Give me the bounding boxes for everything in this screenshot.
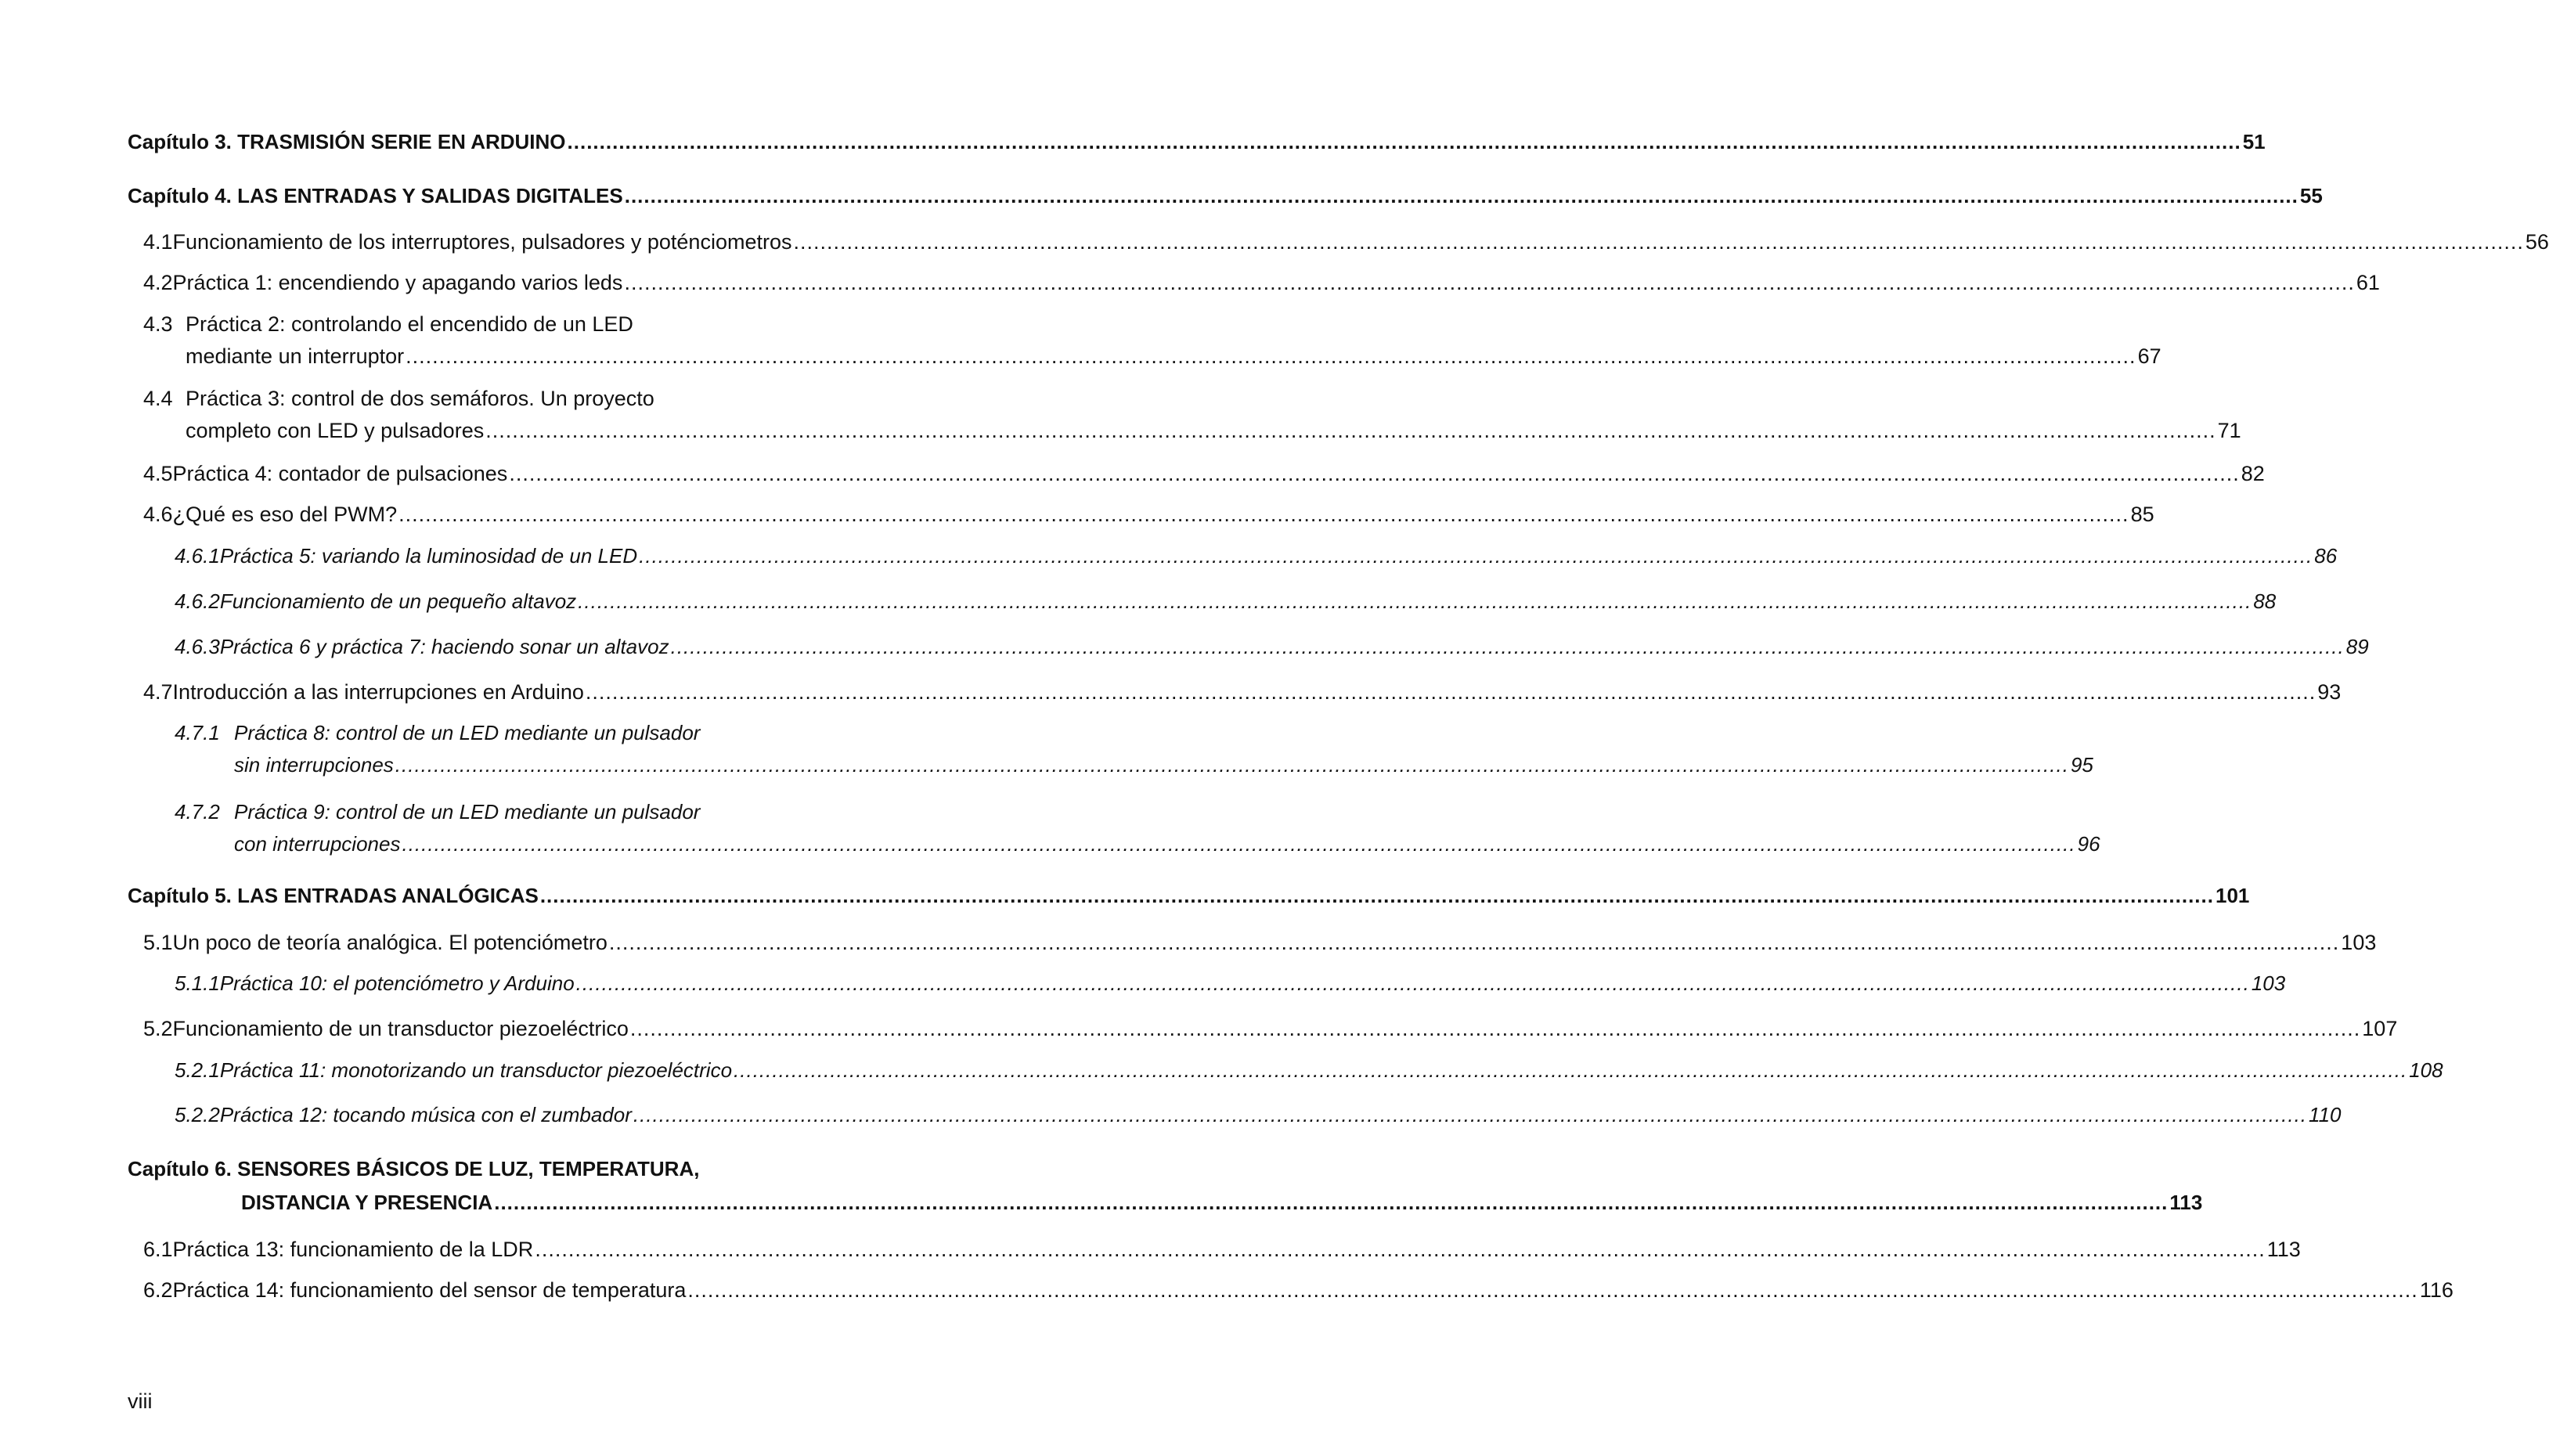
toc-section-4-4 [128, 387, 2241, 443]
subsection-number: 4.7.1 [175, 721, 220, 744]
chapter-title: Capítulo 3. TRASMISIÓN SERIE EN ARDUINO [128, 130, 566, 153]
page-number: 110 [2309, 1103, 2342, 1126]
section-title-line1: Práctica 3: control de dos semáforos. Un proyecto [186, 387, 654, 410]
toc-subsection-4-7-1 [128, 721, 2093, 777]
dot-leader [578, 589, 2252, 614]
dot-leader [624, 271, 2354, 295]
page-number: 88 [2253, 589, 2277, 613]
toc-section-6-2 [128, 1278, 2453, 1303]
dot-leader [576, 971, 2250, 996]
page-number: 55 [2299, 184, 2323, 207]
page-number: 89 [2345, 635, 2369, 658]
toc-subsection-5-2-2 [128, 1103, 2342, 1127]
page-number: 113 [2266, 1238, 2301, 1261]
dot-leader [734, 1058, 2407, 1083]
toc-section-4-3 [128, 312, 2161, 369]
section-number: 6.1 [143, 1238, 173, 1261]
toc-subsection-4-6-3 [128, 635, 2369, 659]
page-number: 85 [2130, 503, 2154, 526]
toc-subsection-5-2-1 [128, 1058, 2443, 1083]
toc-section-4-5 [128, 462, 2265, 486]
dot-leader [793, 230, 2523, 254]
toc-chapter-6 [128, 1157, 2203, 1215]
chapter-title-line2: DISTANCIA Y PRESENCIA [241, 1191, 493, 1214]
dot-leader [609, 931, 2339, 955]
subsection-title: Práctica 6 y práctica 7: haciendo sonar un altavoz [219, 635, 669, 658]
section-title: Funcionamiento de un transductor piezoeléctrico [172, 1017, 629, 1040]
section-number: 4.6 [143, 503, 173, 526]
section-number: 4.4 [143, 387, 173, 410]
subsection-title: Práctica 5: variando la luminosidad de un LED [219, 544, 638, 568]
dot-leader [485, 419, 2216, 443]
section-title: Práctica 13: funcionamiento de la LDR [172, 1238, 534, 1261]
section-number: 6.2 [143, 1278, 173, 1302]
toc-section-4-6 [128, 503, 2154, 527]
subsection-title: Práctica 10: el potenciómetro y Arduino [219, 971, 575, 995]
page-number: 101 [2215, 884, 2250, 907]
chapter-title-line1: Capítulo 6. SENSORES BÁSICOS DE LUZ, TEMPERATURA, [128, 1157, 700, 1180]
chapter-title: Capítulo 5. LAS ENTRADAS ANALÓGICAS [128, 884, 539, 907]
page-number: 82 [2241, 462, 2265, 485]
page-number: 93 [2317, 680, 2342, 704]
section-number: 5.1 [143, 931, 173, 954]
subsection-number: 5.2.2 [175, 1103, 220, 1126]
page-number: 71 [2217, 419, 2241, 442]
section-title-line1: Práctica 2: controlando el encendido de un LED [186, 312, 633, 336]
dot-leader [395, 753, 2069, 777]
toc-section-5-2 [128, 1017, 2398, 1041]
section-title: Práctica 14: funcionamiento del sensor de temperatura [172, 1278, 687, 1302]
section-title: Práctica 4: contador de pulsaciones [172, 462, 508, 485]
toc-chapter-3 [128, 130, 2266, 154]
dot-leader [406, 344, 2136, 369]
dot-leader [625, 184, 2298, 208]
page-number: 113 [2169, 1191, 2203, 1214]
page-number: 51 [2242, 130, 2266, 153]
section-title-line2: completo con LED y pulsadores [186, 419, 485, 442]
section-title: Práctica 1: encendiendo y apagando varios leds [172, 271, 623, 294]
dot-leader [494, 1191, 2168, 1215]
page-number: 86 [2314, 544, 2338, 568]
page-number: 103 [2341, 931, 2377, 954]
toc-section-5-1 [128, 931, 2377, 955]
dot-leader [687, 1278, 2417, 1303]
section-number: 4.1 [143, 230, 173, 254]
page-number: 61 [2356, 271, 2380, 294]
section-title: Introducción a las interrupciones en Arduino [172, 680, 584, 704]
section-number: 4.5 [143, 462, 173, 485]
subsection-number: 5.1.1 [175, 971, 220, 995]
toc-subsection-4-6-1 [128, 544, 2338, 568]
subsection-title: Funcionamiento de un pequeño altavoz [219, 589, 577, 613]
toc-chapter-5 [128, 884, 2250, 908]
page-folio: viii [128, 1389, 153, 1413]
dot-leader [535, 1238, 2265, 1262]
subsection-number: 4.6.1 [175, 544, 220, 568]
dot-leader [633, 1103, 2307, 1127]
toc-section-6-1 [128, 1238, 2301, 1262]
subsection-title-line2: sin interrupciones [234, 753, 394, 777]
dot-leader [630, 1017, 2360, 1041]
section-title: Un poco de teoría analógica. El potenciómetro [172, 931, 608, 954]
dot-leader [586, 680, 2316, 705]
toc-chapter-4 [128, 184, 2323, 208]
page-number: 107 [2362, 1017, 2398, 1040]
page-number: 116 [2419, 1278, 2453, 1302]
subsection-number: 4.6.2 [175, 589, 220, 613]
subsection-title-line2: con interrupciones [234, 832, 401, 856]
toc-subsection-4-7-2 [128, 800, 2100, 856]
page-number: 96 [2077, 832, 2100, 856]
section-number: 4.2 [143, 271, 173, 294]
section-number: 4.7 [143, 680, 173, 704]
dot-leader [540, 884, 2214, 908]
section-title: ¿Qué es eso del PWM? [172, 503, 398, 526]
subsection-title-line1: Práctica 9: control de un LED mediante un pulsador [234, 800, 701, 824]
toc-section-4-1 [128, 230, 2549, 254]
toc-subsection-5-1-1 [128, 971, 2286, 996]
toc-section-4-7 [128, 680, 2342, 705]
page-number: 95 [2070, 753, 2093, 777]
page-number: 56 [2525, 230, 2549, 254]
dot-leader [671, 635, 2345, 659]
subsection-number: 4.7.2 [175, 800, 220, 824]
section-number: 5.2 [143, 1017, 173, 1040]
subsection-title: Práctica 11: monotorizando un transductor piezoeléctrico [219, 1058, 733, 1082]
page-number: 67 [2137, 344, 2161, 368]
page-number: 103 [2251, 971, 2286, 995]
toc-section-4-2 [128, 271, 2380, 295]
subsection-title-line1: Práctica 8: control de un LED mediante un pulsador [234, 721, 701, 744]
subsection-number: 4.6.3 [175, 635, 220, 658]
dot-leader [639, 544, 2313, 568]
section-number: 4.3 [143, 312, 173, 336]
dot-leader [402, 832, 2075, 856]
chapter-title: Capítulo 4. LAS ENTRADAS Y SALIDAS DIGITALES [128, 184, 623, 207]
toc-subsection-4-6-2 [128, 589, 2277, 614]
section-title-line2: mediante un interruptor [186, 344, 405, 368]
subsection-number: 5.2.1 [175, 1058, 220, 1082]
table-of-contents [128, 0, 2549, 1456]
dot-leader [398, 503, 2129, 527]
page-number: 108 [2409, 1058, 2443, 1082]
section-title: Funcionamiento de los interruptores, pulsadores y poténciometros [172, 230, 792, 254]
subsection-title: Práctica 12: tocando música con el zumbador [219, 1103, 632, 1126]
dot-leader [568, 130, 2241, 154]
dot-leader [509, 462, 2239, 486]
